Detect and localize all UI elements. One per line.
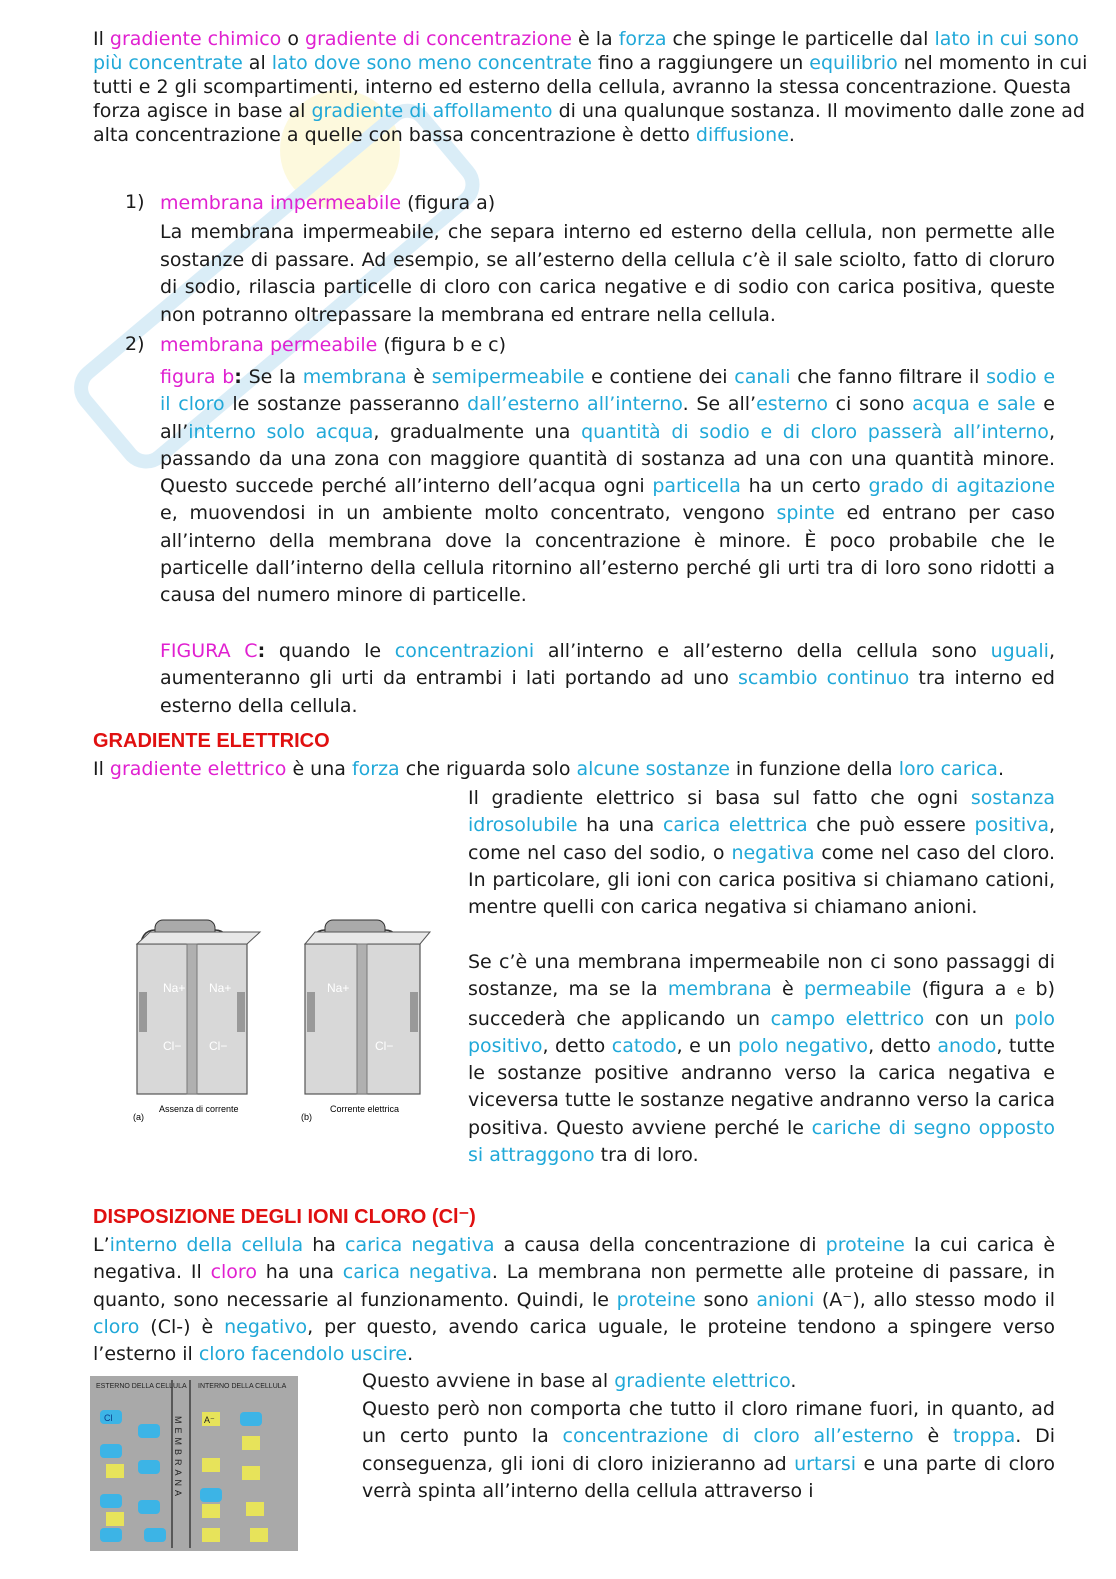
text: fino a raggiungere un [591, 52, 810, 74]
chlorine-electric-line [362, 1369, 1062, 1393]
a-symbol: A⁻ [204, 1415, 215, 1425]
text: tra di loro. [594, 1144, 699, 1167]
term: particella [652, 475, 741, 498]
text: ci sono [827, 393, 913, 416]
a-ion [250, 1528, 268, 1542]
figure-b [301, 920, 430, 1122]
figure-a-label: (a) [133, 1112, 144, 1122]
text: Se la [241, 366, 303, 388]
text: (figura a) [401, 192, 496, 214]
term: gradiente elettrico [614, 1370, 791, 1392]
cl-label-a2: Cl− [209, 1039, 228, 1053]
heading-chlorine-ions: DISPOSIZIONE DEGLI IONI CLORO (Cl⁻) [93, 1206, 476, 1228]
electrode-a-left [139, 992, 147, 1032]
tank-b-top [305, 932, 430, 944]
figure-b-label: (b) [301, 1112, 312, 1122]
text: e contiene dei [584, 366, 735, 388]
term: interno della cellula [109, 1234, 304, 1256]
text: e all’ [160, 393, 1056, 443]
text: e, muovendosi in un ambiente molto concentrato, vengono [160, 502, 777, 525]
chlorine-paragraph-2 [362, 1396, 1055, 1505]
item2-figure-c-paragraph [160, 638, 1055, 720]
term: interno solo acqua [188, 420, 374, 443]
electric-paragraph-1 [468, 785, 1055, 921]
cl-ion [100, 1528, 122, 1542]
text: Questo avviene in base al [362, 1370, 615, 1392]
term: carica elettrica [662, 814, 808, 837]
text: , detto [868, 1034, 938, 1057]
text: ha [303, 1234, 346, 1256]
term: membrana permeabile [160, 334, 378, 356]
text: , passando da una zona con maggiore quantità di sostanza ad una con una quantità minore. Questo succede perché all’interno dell’acqua ogni [160, 420, 1055, 498]
cl-ion [100, 1494, 122, 1508]
term: anioni [756, 1288, 815, 1311]
a-ion [242, 1466, 260, 1480]
cl-label-b: Cl− [375, 1039, 394, 1053]
list-number-1: 1) [125, 191, 145, 213]
text: Se c’è una membrana impermeabile non ci sono passaggi di sostanze, ma se la [468, 951, 1055, 1001]
term: semipermeabile [431, 366, 585, 388]
membrane-vertical-label: MEMBRANA [173, 1416, 183, 1501]
text: : [234, 366, 242, 388]
cl-ion [138, 1460, 160, 1474]
term: gradiente elettrico [109, 758, 287, 780]
term: polo negativo [737, 1034, 869, 1057]
term: troppa [952, 1425, 1016, 1448]
term: diffusione [695, 124, 789, 146]
text: , detto [542, 1034, 612, 1057]
term: acqua e sale [912, 393, 1036, 416]
electric-paragraph-2 [468, 949, 1055, 1169]
text: . [788, 124, 795, 146]
text: tra interno ed esterno della cellula. [160, 667, 1055, 717]
term: grado di agitazione [868, 475, 1056, 498]
term: forza [618, 28, 667, 50]
term: campo elettrico [770, 1007, 925, 1030]
text: . Se all’ [682, 393, 757, 416]
text: in funzione della [729, 758, 899, 780]
electrolysis-figure [125, 912, 435, 1127]
text: al [242, 52, 272, 74]
term-concentration-gradient: gradiente di concentrazione [305, 28, 572, 50]
label-figure-b: figura b [160, 366, 235, 388]
electrode-b-right [410, 992, 418, 1032]
outside-cell-label: ESTERNO DELLA CELLULA [96, 1383, 187, 1390]
text: . [407, 1343, 414, 1366]
label-figure-c: FIGURA C [160, 640, 258, 662]
term: spinte [776, 502, 835, 525]
term: catodo [611, 1034, 677, 1057]
text: L’ [93, 1234, 110, 1256]
term: concentrazioni [394, 640, 535, 662]
term: scambio continuo [738, 667, 910, 690]
text: le sostanze passeranno [224, 393, 468, 416]
text: sono [695, 1288, 757, 1311]
term: canali [734, 366, 791, 388]
text: , come nel caso del sodio, o [468, 814, 1056, 864]
text: che riguarda solo [399, 758, 577, 780]
text: Questo però non comporta che tutto il cloro rimane fuori, in quanto, ad un certo punto la [362, 1398, 1055, 1448]
text: che può essere [807, 814, 975, 837]
heading-electric-gradient: GRADIENTE ELETTRICO [93, 730, 330, 752]
text: , tutte le sostanze positive andranno verso la carica negativa e viceversa tutte le sostanze negative andranno verso la carica positiva. Questo avviene perché le [468, 1034, 1055, 1139]
cl-label-a1: Cl− [163, 1039, 182, 1053]
intro-paragraph [93, 27, 1103, 147]
cl-ion [240, 1412, 262, 1426]
text: Il [93, 758, 110, 780]
cl-ion [138, 1424, 160, 1438]
term: membrana [667, 978, 772, 1001]
term: cloro [210, 1261, 257, 1284]
text: (A⁻), allo stesso modo il [814, 1288, 1056, 1311]
a-ion [242, 1436, 260, 1450]
text: . Di conseguenza, gli ioni di cloro inizieranno ad [362, 1425, 1055, 1475]
figure-b-caption: Corrente elettrica [330, 1104, 400, 1114]
a-ion [202, 1528, 220, 1542]
text: che spinge le particelle dal [666, 28, 935, 50]
item1-title [160, 191, 1060, 215]
membrane-ions-figure [90, 1376, 298, 1551]
term: cariche di segno opposto si attraggono [468, 1116, 1055, 1167]
term: positiva [974, 814, 1049, 837]
inside-cell-label: INTERNO DELLA CELLULA [198, 1383, 287, 1390]
term: membrana [302, 366, 407, 388]
text: la cui carica è negativa. Il [93, 1234, 1056, 1284]
text: . La membrana non permette alle proteine di passare, in quanto, sono necessarie al funzionamento. Quindi, le [93, 1261, 1056, 1311]
term: proteine [825, 1234, 905, 1256]
text: o [281, 28, 306, 50]
text: . [790, 1370, 797, 1392]
text: , e un [676, 1034, 738, 1057]
term: cloro [93, 1315, 140, 1338]
text: con un [924, 1007, 1015, 1030]
text: che fanno filtrare il [790, 366, 987, 388]
a-ion [202, 1504, 220, 1518]
term: equilibrio [809, 52, 898, 74]
item2-title [160, 333, 1060, 357]
text: ha una [577, 814, 663, 837]
a-ion [106, 1512, 124, 1526]
text: ed entrano per caso all’interno della membrana dove la concentrazione è minore. È poco probabile che le particelle dall’interno della cellula ritornino all’esterno perché gli urti tra di loro sono ridotti a causa del numero minore di particelle. [160, 502, 1055, 607]
na-label-b: Na+ [327, 981, 350, 995]
text: è [913, 1425, 953, 1448]
term: loro carica [898, 758, 998, 780]
text: . [997, 758, 1004, 780]
text: è [406, 366, 432, 388]
term: proteine [616, 1288, 696, 1311]
text: quando le [265, 640, 395, 662]
text: Il gradiente elettrico si basa sul fatto che ogni [468, 787, 971, 809]
text: , aumenteranno gli urti da entrambi i lati portando ad uno [160, 640, 1055, 690]
term: concentrazione di cloro all’esterno [562, 1425, 914, 1448]
text: è [771, 978, 804, 1001]
cl-ion [144, 1528, 166, 1542]
figure-a [133, 920, 260, 1122]
na-label-a1: Na+ [163, 981, 186, 995]
text: b) succederà che applicando un [468, 978, 1055, 1030]
item1-body: La membrana impermeabile, che separa interno ed esterno della cellula, non permette alle sostanze di passare. Ad esempio, se all’esterno della cellula c’è il sale sciolto, fatto di cloruro di sodio, rilascia particelle di cloro con carica negative e di sodio con carica positiva, queste non potranno oltrepassare la membrana ed entrare nella cellula. [160, 221, 1055, 326]
text: a causa della concentrazione di [494, 1234, 826, 1256]
term: quantità di sodio e di cloro passerà all’interno [581, 420, 1049, 443]
term: negativo [224, 1315, 308, 1338]
term: gradiente di affollamento [311, 100, 553, 122]
term: lato dove sono meno concentrate [271, 52, 592, 74]
term: cloro facendolo uscire [198, 1343, 408, 1366]
text: di una qualunque sostanza. Il movimento dalle zone ad alta concentrazione a quelle con bassa concentrazione è detto [93, 100, 1085, 146]
item2-figure-b-paragraph [160, 364, 1055, 610]
text: e una parte di cloro verrà spinta all’interno della cellula attraverso i [362, 1452, 1055, 1502]
text: all’interno e all’esterno della cellula sono [534, 640, 991, 662]
a-ion [202, 1458, 220, 1472]
term: uguali [990, 640, 1049, 662]
list-number-2: 2) [125, 333, 145, 355]
term: negativa [731, 841, 815, 864]
text: , per questo, avendo carica uguale, le proteine tendono a spingere verso l’esterno il [93, 1315, 1055, 1366]
na-label-a2: Na+ [209, 981, 232, 995]
membrane-b [357, 944, 367, 1094]
term: lato in cui sono più concentrate [93, 28, 1079, 74]
electrode-a-right [237, 992, 245, 1032]
text: ha un certo [740, 475, 869, 498]
term: permeabile [803, 978, 912, 1001]
text: è una [286, 758, 352, 780]
text: nel momento in cui tutti e 2 gli scompartimenti, interno ed esterno della cellula, avranno la stessa concentrazione. Questa forza agisce in base al [93, 52, 1088, 122]
membrane-a [187, 944, 197, 1094]
term: forza [351, 758, 400, 780]
text: Il [93, 28, 110, 50]
text: (Cl-) è [139, 1315, 225, 1338]
figure-a-caption: Assenza di corrente [159, 1104, 239, 1114]
text: come nel caso del cloro. In particolare, gli ioni con carica positiva si chiamano cationi, mentre quelli con carica negativa si chiamano anioni. [468, 841, 1055, 919]
text: , gradualmente una [373, 420, 582, 443]
tank-a-top [137, 932, 260, 944]
term: polo positivo [468, 1007, 1055, 1057]
term-chemical-gradient: gradiente chimico [109, 28, 282, 50]
term: urtarsi [794, 1452, 857, 1475]
term: carica negativa [345, 1234, 495, 1256]
electric-intro-line [93, 757, 1108, 781]
cl-ion [200, 1488, 222, 1502]
text: è la [571, 28, 619, 50]
term: carica negativa [342, 1261, 492, 1284]
text: e [1016, 983, 1026, 1000]
term: esterno [756, 393, 828, 416]
cl-ion [138, 1500, 160, 1514]
electrode-b-left [307, 992, 315, 1032]
cl-ion [100, 1444, 122, 1458]
term: dall’esterno all’interno [467, 393, 683, 416]
text: ha una [256, 1261, 343, 1284]
text: (figura a [911, 978, 1017, 1001]
chlorine-paragraph [93, 1232, 1055, 1368]
term: membrana impermeabile [160, 192, 402, 214]
term: alcune sostanze [576, 758, 730, 780]
text: : [257, 640, 266, 662]
text: (figura b e c) [377, 334, 507, 356]
term: sodio e il cloro [160, 366, 1056, 416]
term: sostanza idrosolubile [468, 787, 1055, 837]
cl-symbol: Cl [104, 1413, 113, 1423]
a-ion [106, 1464, 124, 1478]
term: anodo [937, 1034, 997, 1057]
a-ion [246, 1502, 264, 1516]
